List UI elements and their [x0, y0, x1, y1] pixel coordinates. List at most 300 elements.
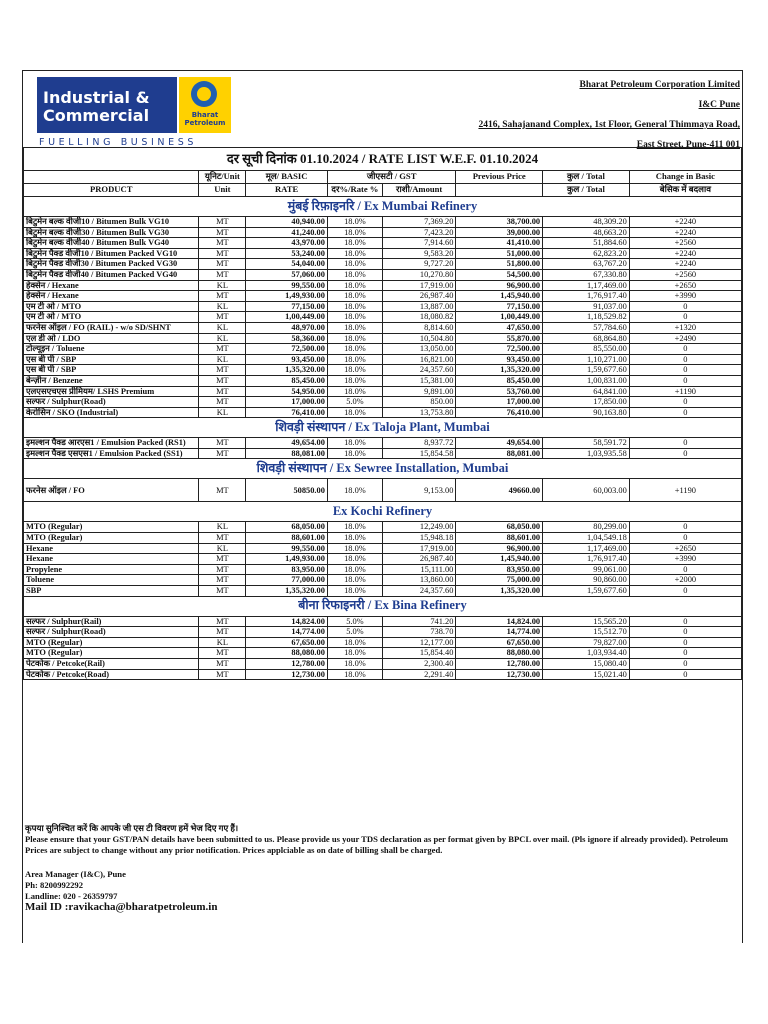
- table-cell: 15,854.40: [382, 648, 455, 659]
- table-cell: 1,45,940.00: [456, 291, 543, 302]
- table-cell: 0: [629, 533, 741, 544]
- table-cell: 8,814.60: [382, 322, 455, 333]
- table-cell: 0: [629, 397, 741, 408]
- table-cell: 18.0%: [327, 669, 382, 680]
- table-cell: 55,870.00: [456, 333, 543, 344]
- table-cell: MT: [199, 291, 246, 302]
- table-cell: MT: [199, 259, 246, 270]
- table-cell: 64,841.00: [543, 386, 630, 397]
- table-cell: 18.0%: [327, 648, 382, 659]
- table-cell: MT: [199, 616, 246, 627]
- table-cell: 77,000.00: [246, 575, 328, 586]
- table-cell: 0: [629, 637, 741, 648]
- section-heading-row: [24, 596, 742, 616]
- table-cell: MT: [199, 648, 246, 659]
- table-cell: 18.0%: [327, 322, 382, 333]
- section-heading-row: [24, 502, 742, 522]
- table-cell: 0: [629, 365, 741, 376]
- table-cell: 88,081.00: [246, 448, 328, 459]
- table-cell: 96,900.00: [456, 280, 543, 291]
- table-cell: 741.20: [382, 616, 455, 627]
- table-cell: 91,037.00: [543, 301, 630, 312]
- col-change: Change in Basic: [629, 171, 741, 184]
- table-cell: सल्फर / Sulphur(Road): [24, 397, 199, 408]
- table-cell: केरोसिन / SKO (Industrial): [24, 407, 199, 418]
- table-cell: 7,914.60: [382, 238, 455, 249]
- table-cell: MT: [199, 575, 246, 586]
- table-cell: 15,021.40: [543, 669, 630, 680]
- table-cell: 18.0%: [327, 291, 382, 302]
- table-cell: 88,601.00: [246, 533, 328, 544]
- address-line2: East Street, Pune-411 001: [636, 140, 740, 150]
- table-cell: 85,550.00: [543, 344, 630, 355]
- table-row: [24, 448, 742, 459]
- table-cell: 17,000.00: [456, 397, 543, 408]
- table-cell: MT: [199, 448, 246, 459]
- table-cell: 58,591.72: [543, 438, 630, 449]
- table-cell: 0: [629, 627, 741, 638]
- col-unit-hi: यूनिट/Unit: [199, 171, 246, 184]
- table-cell: 88,601.00: [456, 533, 543, 544]
- col-total-hi: कुल / Total: [543, 171, 630, 184]
- table-cell: 75,000.00: [456, 575, 543, 586]
- table-cell: 1,76,917.40: [543, 554, 630, 565]
- table-cell: +2240: [629, 227, 741, 238]
- company-name: Bharat Petroleum Corporation Limited: [579, 80, 740, 90]
- table-cell: 76,410.00: [246, 407, 328, 418]
- note-hindi: कृपया सुनिश्चित करें कि आपके जी एस टी विवरण हमें भेज दिए गए हैं।: [25, 823, 239, 833]
- note-english: Please ensure that your GST/PAN details have been submitted to us. Please provide us your TDS declaration as per format given by BPCL over mail. (Pls ignore if already provided). Petroleum Prices are subject to change without any prior notification. Prices applciable as on date of billing shall be charged.: [25, 834, 729, 855]
- table-cell: 93,450.00: [456, 354, 543, 365]
- table-cell: +2240: [629, 259, 741, 270]
- table-cell: 0: [629, 407, 741, 418]
- table-cell: 18.0%: [327, 248, 382, 259]
- col-rate: RATE: [246, 184, 328, 197]
- col-change-hi: बेसिक में बदलाव: [629, 184, 741, 197]
- table-cell: 90,163.80: [543, 407, 630, 418]
- table-cell: बिटुमेन बल्क वीजी30 / Bitumen Bulk VG30: [24, 227, 199, 238]
- table-cell: 12,780.00: [246, 659, 328, 670]
- table-cell: इमल्शन पैक्ड आरएस1 / Emulsion Packed (RS1): [24, 438, 199, 449]
- table-cell: 72,500.00: [456, 344, 543, 355]
- table-cell: +2560: [629, 238, 741, 249]
- table-cell: हेक्सेन / Hexane: [24, 280, 199, 291]
- table-cell: 51,884.60: [543, 238, 630, 249]
- table-cell: 40,940.00: [246, 217, 328, 228]
- table-cell: 12,177.00: [382, 637, 455, 648]
- table-cell: 9,153.00: [382, 479, 455, 502]
- table-row: [24, 365, 742, 376]
- section-heading-row: [24, 197, 742, 217]
- table-cell: 16,821.00: [382, 354, 455, 365]
- table-row: [24, 669, 742, 680]
- table-cell: 49,654.00: [246, 438, 328, 449]
- table-cell: 18.0%: [327, 217, 382, 228]
- table-cell: 26,987.40: [382, 554, 455, 565]
- table-cell: 7,369.20: [382, 217, 455, 228]
- table-cell: 14,824.00: [456, 616, 543, 627]
- table-cell: एलएसएचएस प्रीमियम/ LSHS Premium: [24, 386, 199, 397]
- table-cell: 18.0%: [327, 344, 382, 355]
- col-gst: जीएसटी / GST: [327, 171, 455, 184]
- table-cell: सल्फर / Sulphur(Road): [24, 627, 199, 638]
- table-cell: 18.0%: [327, 301, 382, 312]
- table-cell: टोल्यूइन / Toluene: [24, 344, 199, 355]
- table-cell: 0: [629, 659, 741, 670]
- table-row: [24, 554, 742, 565]
- table-cell: 83,950.00: [456, 564, 543, 575]
- bharat-petroleum-logo: [179, 77, 231, 133]
- table-cell: MT: [199, 238, 246, 249]
- table-row: [24, 269, 742, 280]
- table-cell: पेटकोक / Petcoke(Road): [24, 669, 199, 680]
- table-cell: 18.0%: [327, 333, 382, 344]
- table-cell: बिटुमेन पैक्ड वीजी40 / Bitumen Packed VG40: [24, 269, 199, 280]
- table-row: [24, 479, 742, 502]
- table-row: [24, 354, 742, 365]
- table-cell: 18.0%: [327, 365, 382, 376]
- table-cell: 18.0%: [327, 479, 382, 502]
- table-cell: MT: [199, 586, 246, 597]
- table-row: [24, 659, 742, 670]
- table-cell: 18.0%: [327, 522, 382, 533]
- table-cell: 96,900.00: [456, 543, 543, 554]
- table-row: [24, 238, 742, 249]
- table-cell: 90,860.00: [543, 575, 630, 586]
- table-cell: 54,500.00: [456, 269, 543, 280]
- table-cell: 18.0%: [327, 227, 382, 238]
- table-cell: MT: [199, 397, 246, 408]
- contact-role: Area Manager (I&C), Pune: [25, 869, 126, 879]
- table-row: [24, 522, 742, 533]
- address-line1: 2416, Sahajanand Complex, 1st Floor, General Thimmaya Road,: [478, 120, 740, 130]
- table-cell: 48,663.20: [543, 227, 630, 238]
- table-row: [24, 543, 742, 554]
- table-cell: +2240: [629, 217, 741, 228]
- table-cell: 0: [629, 564, 741, 575]
- table-cell: 48,309.20: [543, 217, 630, 228]
- table-cell: 1,18,529.82: [543, 312, 630, 323]
- table-cell: 1,59,677.60: [543, 586, 630, 597]
- table-cell: 738.70: [382, 627, 455, 638]
- table-cell: 17,919.00: [382, 280, 455, 291]
- table-row: [24, 375, 742, 386]
- table-cell: 18.0%: [327, 407, 382, 418]
- table-cell: 99,550.00: [246, 280, 328, 291]
- table-cell: 14,774.00: [246, 627, 328, 638]
- table-cell: 12,730.00: [246, 669, 328, 680]
- table-cell: MT: [199, 217, 246, 228]
- table-cell: 0: [629, 354, 741, 365]
- table-row: [24, 227, 742, 238]
- table-cell: Propylene: [24, 564, 199, 575]
- table-cell: MTO (Regular): [24, 637, 199, 648]
- col-total: कुल / Total: [543, 184, 630, 197]
- section-heading-row: [24, 459, 742, 479]
- table-cell: MT: [199, 227, 246, 238]
- col-gst-amount: राशी/Amount: [382, 184, 455, 197]
- table-row: [24, 533, 742, 544]
- table-cell: 0: [629, 586, 741, 597]
- table-cell: MT: [199, 344, 246, 355]
- table-cell: 1,35,320.00: [456, 586, 543, 597]
- table-cell: 850.00: [382, 397, 455, 408]
- table-cell: एम टी ओ / MTO: [24, 312, 199, 323]
- table-cell: एस बी पी / SBP: [24, 365, 199, 376]
- table-cell: फरनेस ऑइल / FO: [24, 479, 199, 502]
- table-cell: 0: [629, 616, 741, 627]
- col-product: PRODUCT: [24, 184, 199, 197]
- table-cell: MT: [199, 669, 246, 680]
- table-cell: MT: [199, 533, 246, 544]
- table-cell: 1,00,449.00: [246, 312, 328, 323]
- table-cell: 51,000.00: [456, 248, 543, 259]
- table-row: [24, 333, 742, 344]
- table-cell: 0: [629, 312, 741, 323]
- table-cell: KL: [199, 333, 246, 344]
- table-cell: 18.0%: [327, 280, 382, 291]
- table-cell: 1,49,930.00: [246, 291, 328, 302]
- table-cell: 14,824.00: [246, 616, 328, 627]
- table-cell: MT: [199, 438, 246, 449]
- table-cell: इमल्शन पैक्ड एसएस1 / Emulsion Packed (SS1): [24, 448, 199, 459]
- table-cell: 15,512.70: [543, 627, 630, 638]
- page-title: दर सूची दिनांक 01.10.2024 / RATE LIST W.E.F. 01.10.2024: [24, 148, 742, 171]
- table-cell: +2240: [629, 248, 741, 259]
- table-cell: 15,381.00: [382, 375, 455, 386]
- table-row: [24, 407, 742, 418]
- logo-tagline: FUELLING BUSINESS: [39, 137, 197, 148]
- table-cell: 12,730.00: [456, 669, 543, 680]
- table-cell: हेक्सेन / Hexane: [24, 291, 199, 302]
- table-cell: 18.0%: [327, 533, 382, 544]
- table-cell: 18.0%: [327, 543, 382, 554]
- table-cell: +1320: [629, 322, 741, 333]
- table-cell: 63,767.20: [543, 259, 630, 270]
- logo-line1: Industrial &: [43, 88, 150, 107]
- table-cell: 17,850.00: [543, 397, 630, 408]
- table-cell: 2,300.40: [382, 659, 455, 670]
- table-cell: 12,780.00: [456, 659, 543, 670]
- table-cell: एल डी ओ / LDO: [24, 333, 199, 344]
- table-cell: 17,000.00: [246, 397, 328, 408]
- table-cell: सल्फर / Sulphur(Rail): [24, 616, 199, 627]
- table-cell: 13,753.80: [382, 407, 455, 418]
- table-cell: 51,800.00: [456, 259, 543, 270]
- industrial-commercial-logo: [37, 77, 231, 148]
- col-basic-hi: मूल/ BASIC: [246, 171, 328, 184]
- section-heading: Ex Kochi Refinery: [24, 502, 742, 522]
- table-cell: 54,040.00: [246, 259, 328, 270]
- table-row: [24, 280, 742, 291]
- table-cell: 1,35,320.00: [246, 586, 328, 597]
- table-cell: 47,650.00: [456, 322, 543, 333]
- table-row: [24, 438, 742, 449]
- table-cell: 68,050.00: [456, 522, 543, 533]
- table-cell: MT: [199, 554, 246, 565]
- table-cell: MT: [199, 627, 246, 638]
- table-cell: 0: [629, 375, 741, 386]
- table-row: [24, 627, 742, 638]
- table-cell: 7,423.20: [382, 227, 455, 238]
- table-cell: 0: [629, 344, 741, 355]
- section-heading: शिवड़ी संस्थापन / Ex Taloja Plant, Mumbai: [24, 418, 742, 438]
- table-cell: 8,937.72: [382, 438, 455, 449]
- table-cell: 26,987.40: [382, 291, 455, 302]
- department: I&C Pune: [698, 100, 740, 110]
- table-cell: एम टी ओ / MTO: [24, 301, 199, 312]
- table-cell: +1190: [629, 479, 741, 502]
- table-cell: 1,59,677.60: [543, 365, 630, 376]
- table-cell: 48,970.00: [246, 322, 328, 333]
- logo-brand: Bharat Petroleum: [184, 111, 226, 127]
- col-unit: Unit: [199, 184, 246, 197]
- table-cell: KL: [199, 322, 246, 333]
- table-cell: MTO (Regular): [24, 648, 199, 659]
- table-cell: 1,10,271.00: [543, 354, 630, 365]
- table-cell: 49660.00: [456, 479, 543, 502]
- table-cell: 0: [629, 669, 741, 680]
- table-cell: +2560: [629, 269, 741, 280]
- table-cell: बिटुमेन पैक्ड वीजी30 / Bitumen Packed VG30: [24, 259, 199, 270]
- col-previous-price: Previous Price: [456, 171, 543, 184]
- rate-table: [23, 147, 742, 680]
- table-cell: 1,45,940.00: [456, 554, 543, 565]
- table-cell: 15,565.20: [543, 616, 630, 627]
- table-cell: 49,654.00: [456, 438, 543, 449]
- table-cell: KL: [199, 543, 246, 554]
- table-cell: 1,35,320.00: [456, 365, 543, 376]
- table-cell: 67,650.00: [456, 637, 543, 648]
- contact-landline: Landline: 020 - 26359797: [25, 891, 118, 901]
- table-cell: 67,330.80: [543, 269, 630, 280]
- table-cell: 99,550.00: [246, 543, 328, 554]
- col-gst-rate: दर%/Rate %: [327, 184, 382, 197]
- table-row: [24, 312, 742, 323]
- table-cell: 53,240.00: [246, 248, 328, 259]
- table-cell: 24,357.60: [382, 586, 455, 597]
- table-cell: MT: [199, 365, 246, 376]
- table-cell: 50850.00: [246, 479, 328, 502]
- table-row: [24, 386, 742, 397]
- table-cell: 18.0%: [327, 438, 382, 449]
- table-row: [24, 616, 742, 627]
- table-row: [24, 397, 742, 408]
- table-cell: बिटुमेन बल्क वीजी40 / Bitumen Bulk VG40: [24, 238, 199, 249]
- table-cell: 93,450.00: [246, 354, 328, 365]
- table-cell: 39,000.00: [456, 227, 543, 238]
- section-heading-row: [24, 418, 742, 438]
- bpcl-emblem-icon: [191, 81, 217, 107]
- table-cell: Hexane: [24, 554, 199, 565]
- table-cell: 18.0%: [327, 659, 382, 670]
- table-cell: 5.0%: [327, 616, 382, 627]
- table-cell: 10,504.80: [382, 333, 455, 344]
- table-cell: 13,860.00: [382, 575, 455, 586]
- table-cell: MT: [199, 375, 246, 386]
- table-row: [24, 586, 742, 597]
- table-cell: 18.0%: [327, 575, 382, 586]
- table-cell: 0: [629, 648, 741, 659]
- table-cell: 18.0%: [327, 386, 382, 397]
- table-row: [24, 564, 742, 575]
- table-cell: 0: [629, 438, 741, 449]
- table-cell: 0: [629, 522, 741, 533]
- table-cell: 15,854.58: [382, 448, 455, 459]
- table-cell: 85,450.00: [246, 375, 328, 386]
- table-cell: 18.0%: [327, 637, 382, 648]
- table-cell: 18.0%: [327, 375, 382, 386]
- table-cell: 77,150.00: [456, 301, 543, 312]
- table-cell: 54,950.00: [246, 386, 328, 397]
- table-row: [24, 291, 742, 302]
- table-cell: 9,727.20: [382, 259, 455, 270]
- table-cell: MT: [199, 248, 246, 259]
- table-cell: 5.0%: [327, 627, 382, 638]
- contact-phone: Ph: 8200992292: [25, 880, 84, 890]
- table-cell: KL: [199, 522, 246, 533]
- table-cell: 14,774.00: [456, 627, 543, 638]
- table-cell: 99,061.00: [543, 564, 630, 575]
- table-cell: 57,784.60: [543, 322, 630, 333]
- table-cell: KL: [199, 354, 246, 365]
- table-cell: 83,950.00: [246, 564, 328, 575]
- table-cell: MT: [199, 659, 246, 670]
- table-cell: KL: [199, 301, 246, 312]
- table-cell: 1,04,549.18: [543, 533, 630, 544]
- table-cell: 80,299.00: [543, 522, 630, 533]
- table-cell: MTO (Regular): [24, 522, 199, 533]
- table-cell: 1,35,320.00: [246, 365, 328, 376]
- table-cell: KL: [199, 280, 246, 291]
- table-cell: MT: [199, 312, 246, 323]
- table-cell: 18.0%: [327, 564, 382, 575]
- table-cell: SBP: [24, 586, 199, 597]
- table-row: [24, 322, 742, 333]
- table-cell: 53,760.00: [456, 386, 543, 397]
- table-cell: बेन्ज़ीन / Benzene: [24, 375, 199, 386]
- table-cell: 1,76,917.40: [543, 291, 630, 302]
- table-cell: 85,450.00: [456, 375, 543, 386]
- section-heading: बीना रिफाइनरी / Ex Bina Refinery: [24, 596, 742, 616]
- table-cell: Hexane: [24, 543, 199, 554]
- table-cell: +2000: [629, 575, 741, 586]
- table-cell: MT: [199, 564, 246, 575]
- letterhead: [23, 71, 742, 150]
- table-cell: 41,410.00: [456, 238, 543, 249]
- table-cell: 68,050.00: [246, 522, 328, 533]
- table-cell: 88,081.00: [456, 448, 543, 459]
- table-cell: 1,03,934.40: [543, 648, 630, 659]
- section-heading: मुंबई रिफ़ाइनरि / Ex Mumbai Refinery: [24, 197, 742, 217]
- table-cell: 18.0%: [327, 586, 382, 597]
- table-cell: बिटुमेन बल्क वीजी10 / Bitumen Bulk VG10: [24, 217, 199, 228]
- table-cell: पेटकोक / Petcoke(Rail): [24, 659, 199, 670]
- table-cell: 5.0%: [327, 397, 382, 408]
- table-cell: 41,240.00: [246, 227, 328, 238]
- table-cell: MT: [199, 386, 246, 397]
- table-cell: 18.0%: [327, 238, 382, 249]
- table-cell: MT: [199, 269, 246, 280]
- table-row: [24, 575, 742, 586]
- table-cell: 18,080.82: [382, 312, 455, 323]
- table-cell: 15,111.00: [382, 564, 455, 575]
- table-cell: +2490: [629, 333, 741, 344]
- table-cell: 1,03,935.58: [543, 448, 630, 459]
- table-row: [24, 248, 742, 259]
- table-cell: 38,700.00: [456, 217, 543, 228]
- table-cell: 1,17,469.00: [543, 543, 630, 554]
